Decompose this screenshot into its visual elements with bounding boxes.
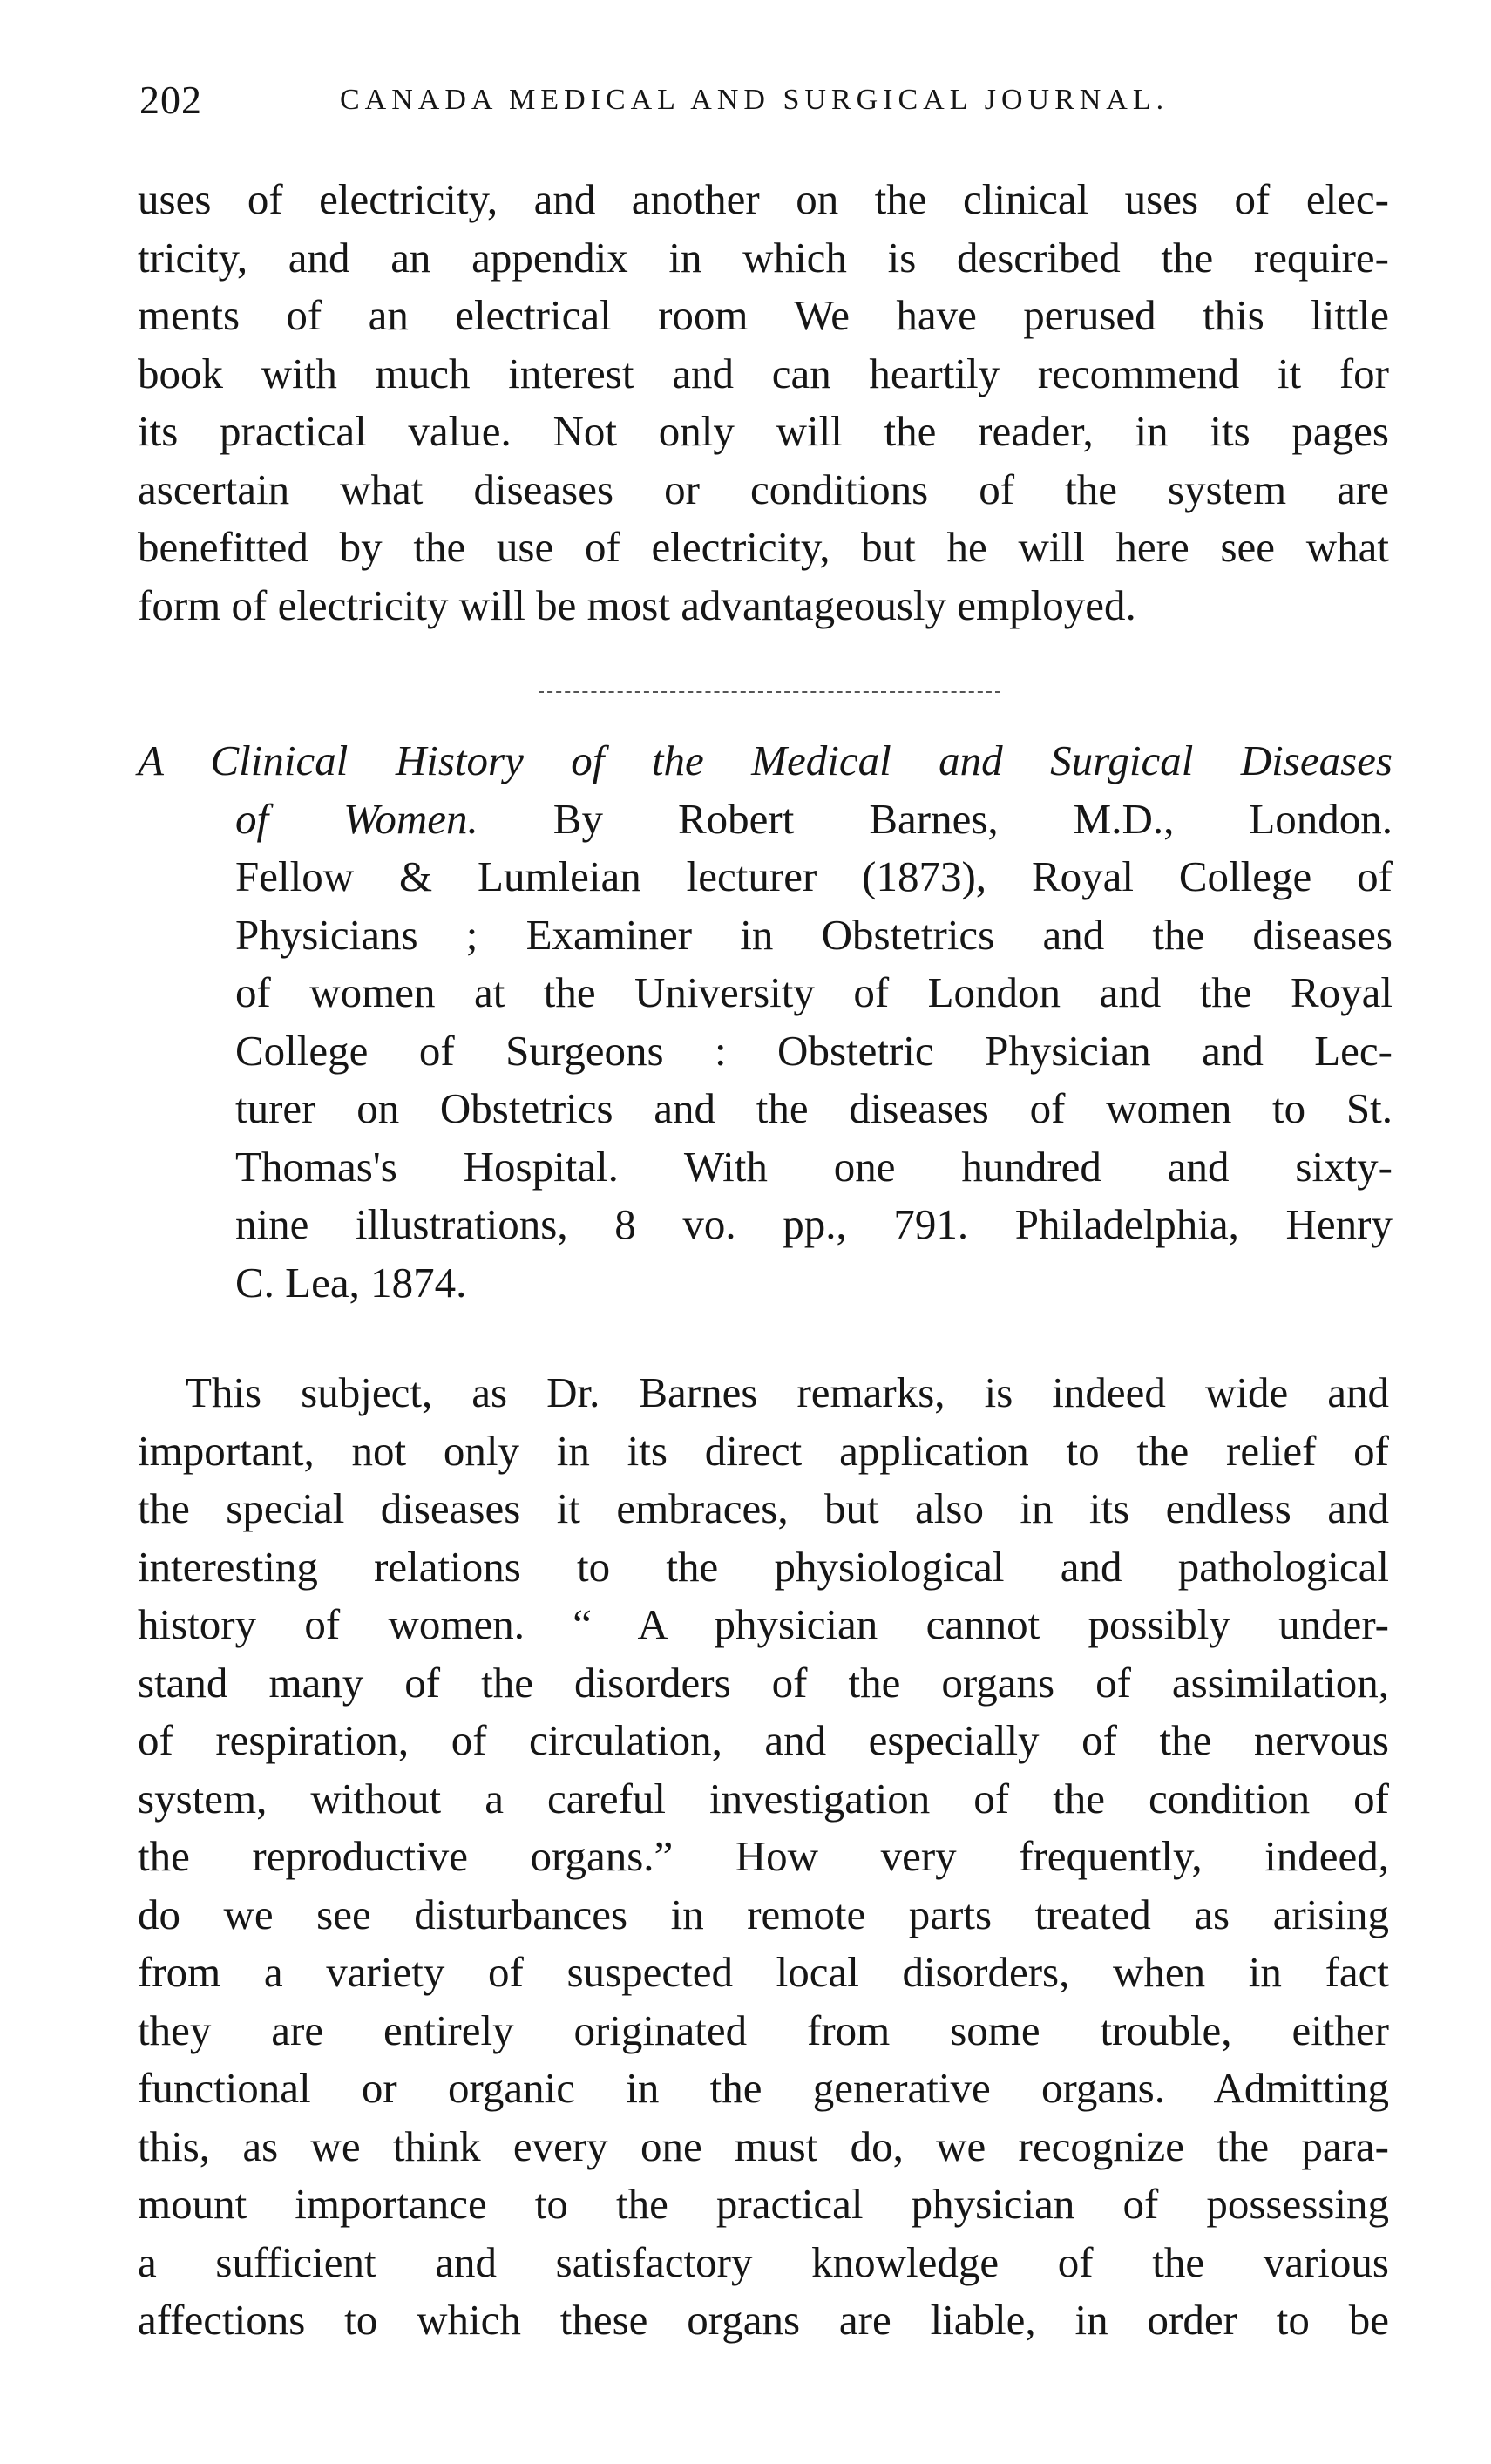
page-number: 202	[139, 78, 202, 122]
citation-line: of women at the University of London and the Royal	[235, 968, 1393, 1016]
text-line: ments of an electrical room We have perused this little	[138, 291, 1389, 339]
text-line: this, as we think every one must do, we recognize the para-	[138, 2121, 1389, 2170]
citation-line: Fellow & Lumleian lecturer (1873), Royal College of	[235, 852, 1393, 900]
citation-line: Thomas's Hospital. With one hundred and sixty-	[235, 1142, 1393, 1191]
text-line: tricity, and an appendix in which is described the require-	[138, 233, 1389, 282]
citation-line: College of Surgeons : Obstetric Physician and Lec-	[235, 1026, 1393, 1075]
text-line: do we see disturbances in remote parts treated as arising	[138, 1890, 1389, 1938]
text-line: the reproductive organs.” How very frequently, indeed,	[138, 1832, 1389, 1880]
book-author: By Robert Barnes, M.D., London.	[478, 794, 1393, 843]
text-line: ascertain what diseases or conditions of the system are	[138, 465, 1389, 513]
text-line: mount importance to the practical physician of possessing	[138, 2180, 1389, 2228]
text-line: uses of electricity, and another on the clinical uses of elec-	[138, 175, 1389, 223]
text-line: stand many of the disorders of the organs of assimilation,	[138, 1658, 1389, 1707]
text-line: This subject, as Dr. Barnes remarks, is indeed wide and	[186, 1368, 1389, 1416]
book-title: A Clinical History of the Medical and Surgical Diseases	[138, 736, 1393, 784]
text-line: functional or organic in the generative organs. Admitting	[138, 2064, 1389, 2112]
text-line: a sufficient and satisfactory knowledge of the various	[138, 2237, 1389, 2286]
citation-line: turer on Obstetrics and the diseases of women to St.	[235, 1084, 1393, 1132]
text-line: book with much interest and can heartily recommend it for	[138, 349, 1389, 397]
text-line: they are entirely originated from some trouble, either	[138, 2006, 1389, 2054]
intro-paragraph	[138, 171, 1389, 635]
text-line: from a variety of suspected local disorders, when in fact	[138, 1948, 1389, 1996]
section-divider	[539, 691, 1000, 693]
citation-line: Physicians ; Examiner in Obstetrics and the diseases	[235, 910, 1393, 959]
text-line: form of electricity will be most advantageously employed.	[138, 580, 1136, 629]
book-citation	[138, 732, 1393, 1312]
text-line: benefitted by the use of electricity, but he will here see what	[138, 523, 1389, 571]
text-line: important, not only in its direct application to the relief of	[138, 1426, 1389, 1475]
text-line: its practical value. Not only will the reader, in its pages	[138, 407, 1389, 455]
book-author-line	[138, 791, 1393, 849]
text-line: the special diseases it embraces, but also in its endless and	[138, 1484, 1389, 1532]
running-title: CANADA MEDICAL AND SURGICAL JOURNAL.	[340, 84, 1169, 116]
review-body-paragraph	[138, 1364, 1389, 2350]
text-line: history of women. “ A physician cannot possibly under-	[138, 1600, 1389, 1648]
citation-line: C. Lea, 1874.	[235, 1258, 467, 1307]
book-title-end: of Women.	[235, 794, 478, 843]
text-line: system, without a careful investigation of the condition of	[138, 1774, 1389, 1823]
text-line: affections to which these organs are liable, in order to be	[138, 2296, 1389, 2344]
text-line: of respiration, of circulation, and especially of the nervous	[138, 1716, 1389, 1764]
citation-line: nine illustrations, 8 vo. pp., 791. Philadelphia, Henry	[235, 1200, 1393, 1248]
text-line: interesting relations to the physiological and pathological	[138, 1542, 1389, 1591]
page-header	[139, 77, 1386, 129]
